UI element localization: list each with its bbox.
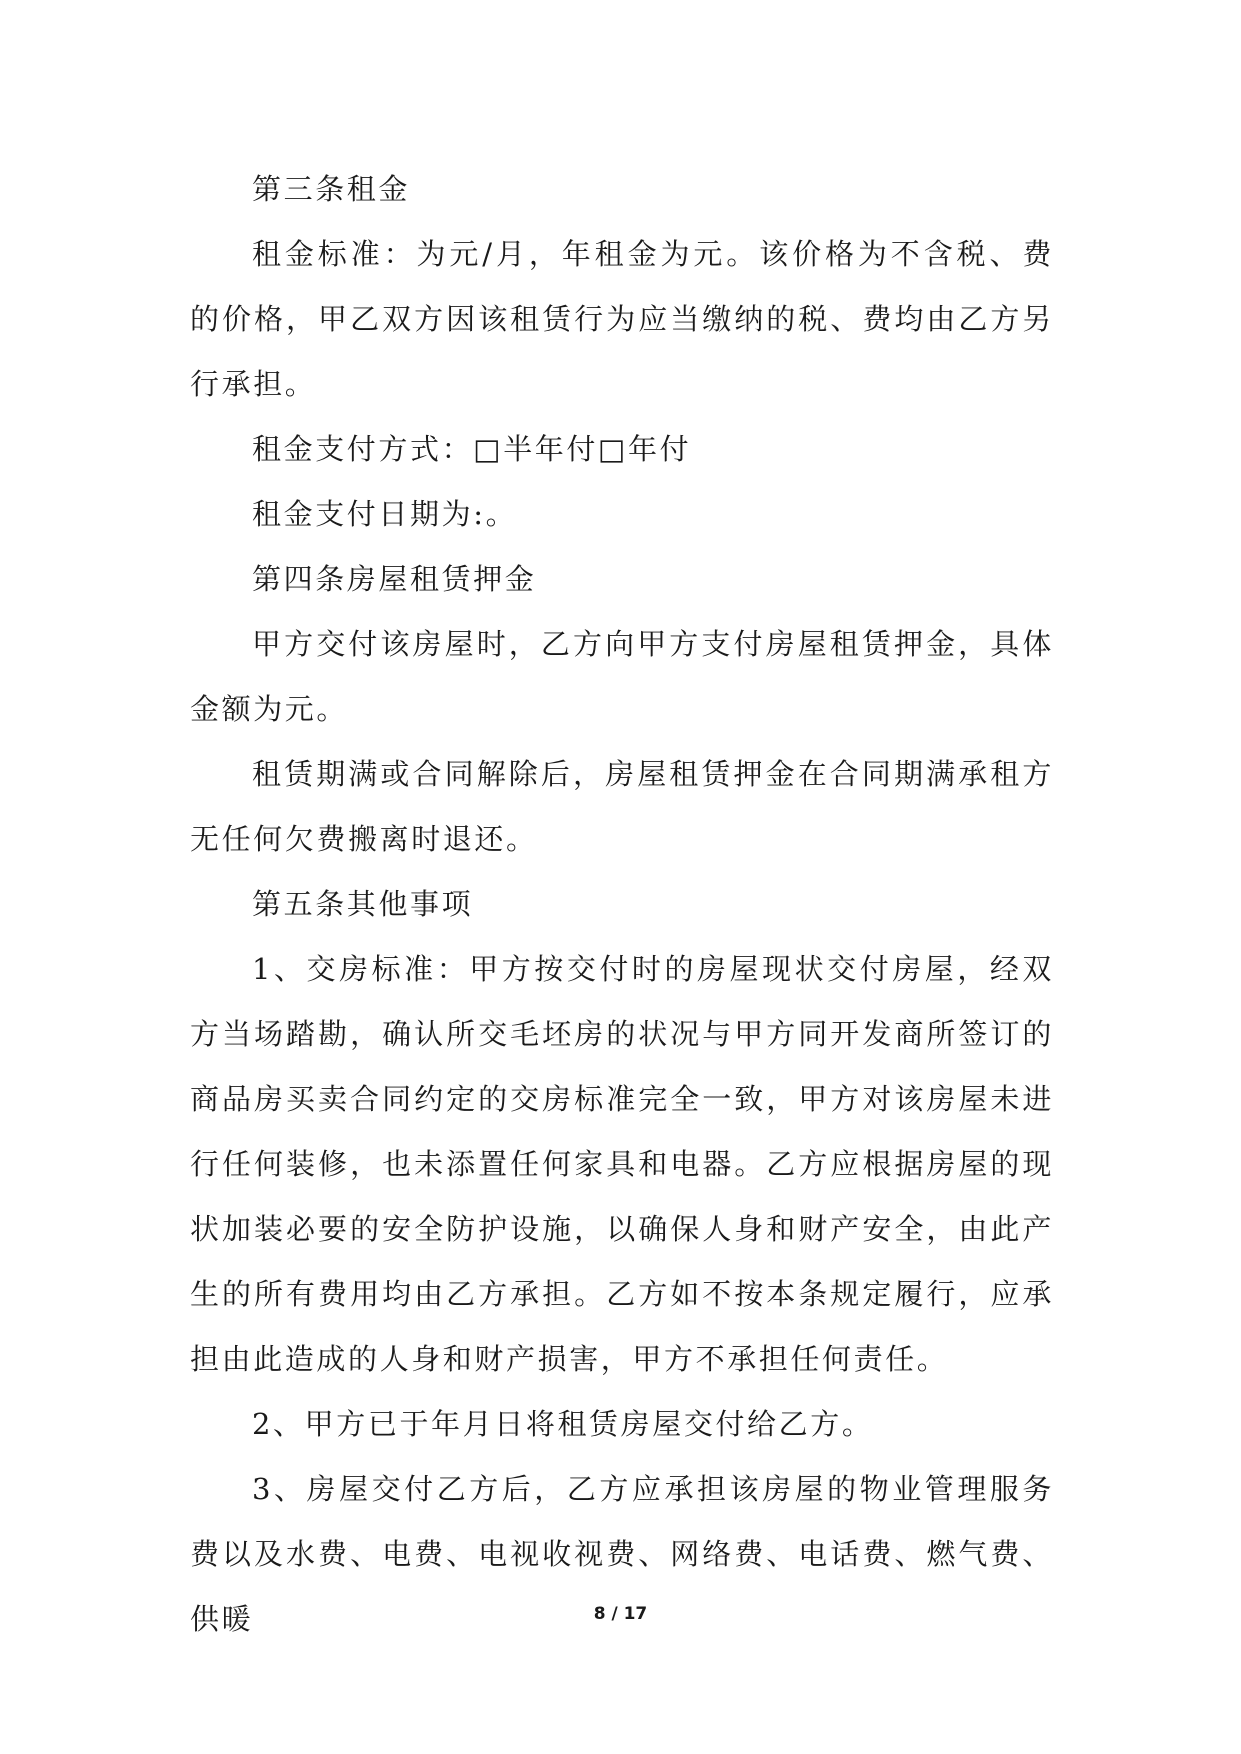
paragraph-fees: 3、房屋交付乙方后，乙方应承担该房屋的物业管理服务费以及水费、电费、电视收视费、网络费、电话费、燃气费、供暖 — [190, 1472, 1054, 1636]
paragraph-handover-date: 2、甲方已于年月日将租赁房屋交付给乙方。 — [252, 1407, 874, 1441]
paragraph-payment-date: 租金支付日期为:。 — [252, 497, 518, 531]
paragraph-payment-method: 租金支付方式：□半年付□年付 — [252, 432, 692, 466]
page-number: 8 / 17 — [593, 1604, 648, 1624]
paragraph-rent-standard: 租金标准：为元/月，年租金为元。该价格为不含税、费的价格，甲乙双方因该租赁行为应当缴纳的税、费均由乙方另行承担。 — [190, 237, 1054, 401]
paragraph-handover-standard: 1、交房标准：甲方按交付时的房屋现状交付房屋，经双方当场踏勘，确认所交毛坯房的状况与甲方同开发商所签订的商品房买卖合同约定的交房标准完全一致，甲方对该房屋未进行任何装修，也未添置任何家具和电器。乙方应根据房屋的现状加装必要的安全防护设施，以确保人身和财产安全，由此产生的所有费用均由乙方承担。乙方如不按本条规定履行，应承担由此造成的人身和财产损害，甲方不承担任何责任。 — [190, 952, 1054, 1376]
heading-article-3: 第三条租金 — [252, 172, 411, 206]
paragraph-deposit-refund: 租赁期满或合同解除后，房屋租赁押金在合同期满承租方无任何欠费搬离时退还。 — [190, 757, 1054, 856]
heading-article-5: 第五条其他事项 — [252, 887, 474, 921]
paragraph-deposit-amount: 甲方交付该房屋时，乙方向甲方支付房屋租赁押金，具体金额为元。 — [190, 627, 1054, 726]
document-body — [190, 157, 1054, 1652]
heading-article-4: 第四条房屋租赁押金 — [252, 562, 537, 596]
